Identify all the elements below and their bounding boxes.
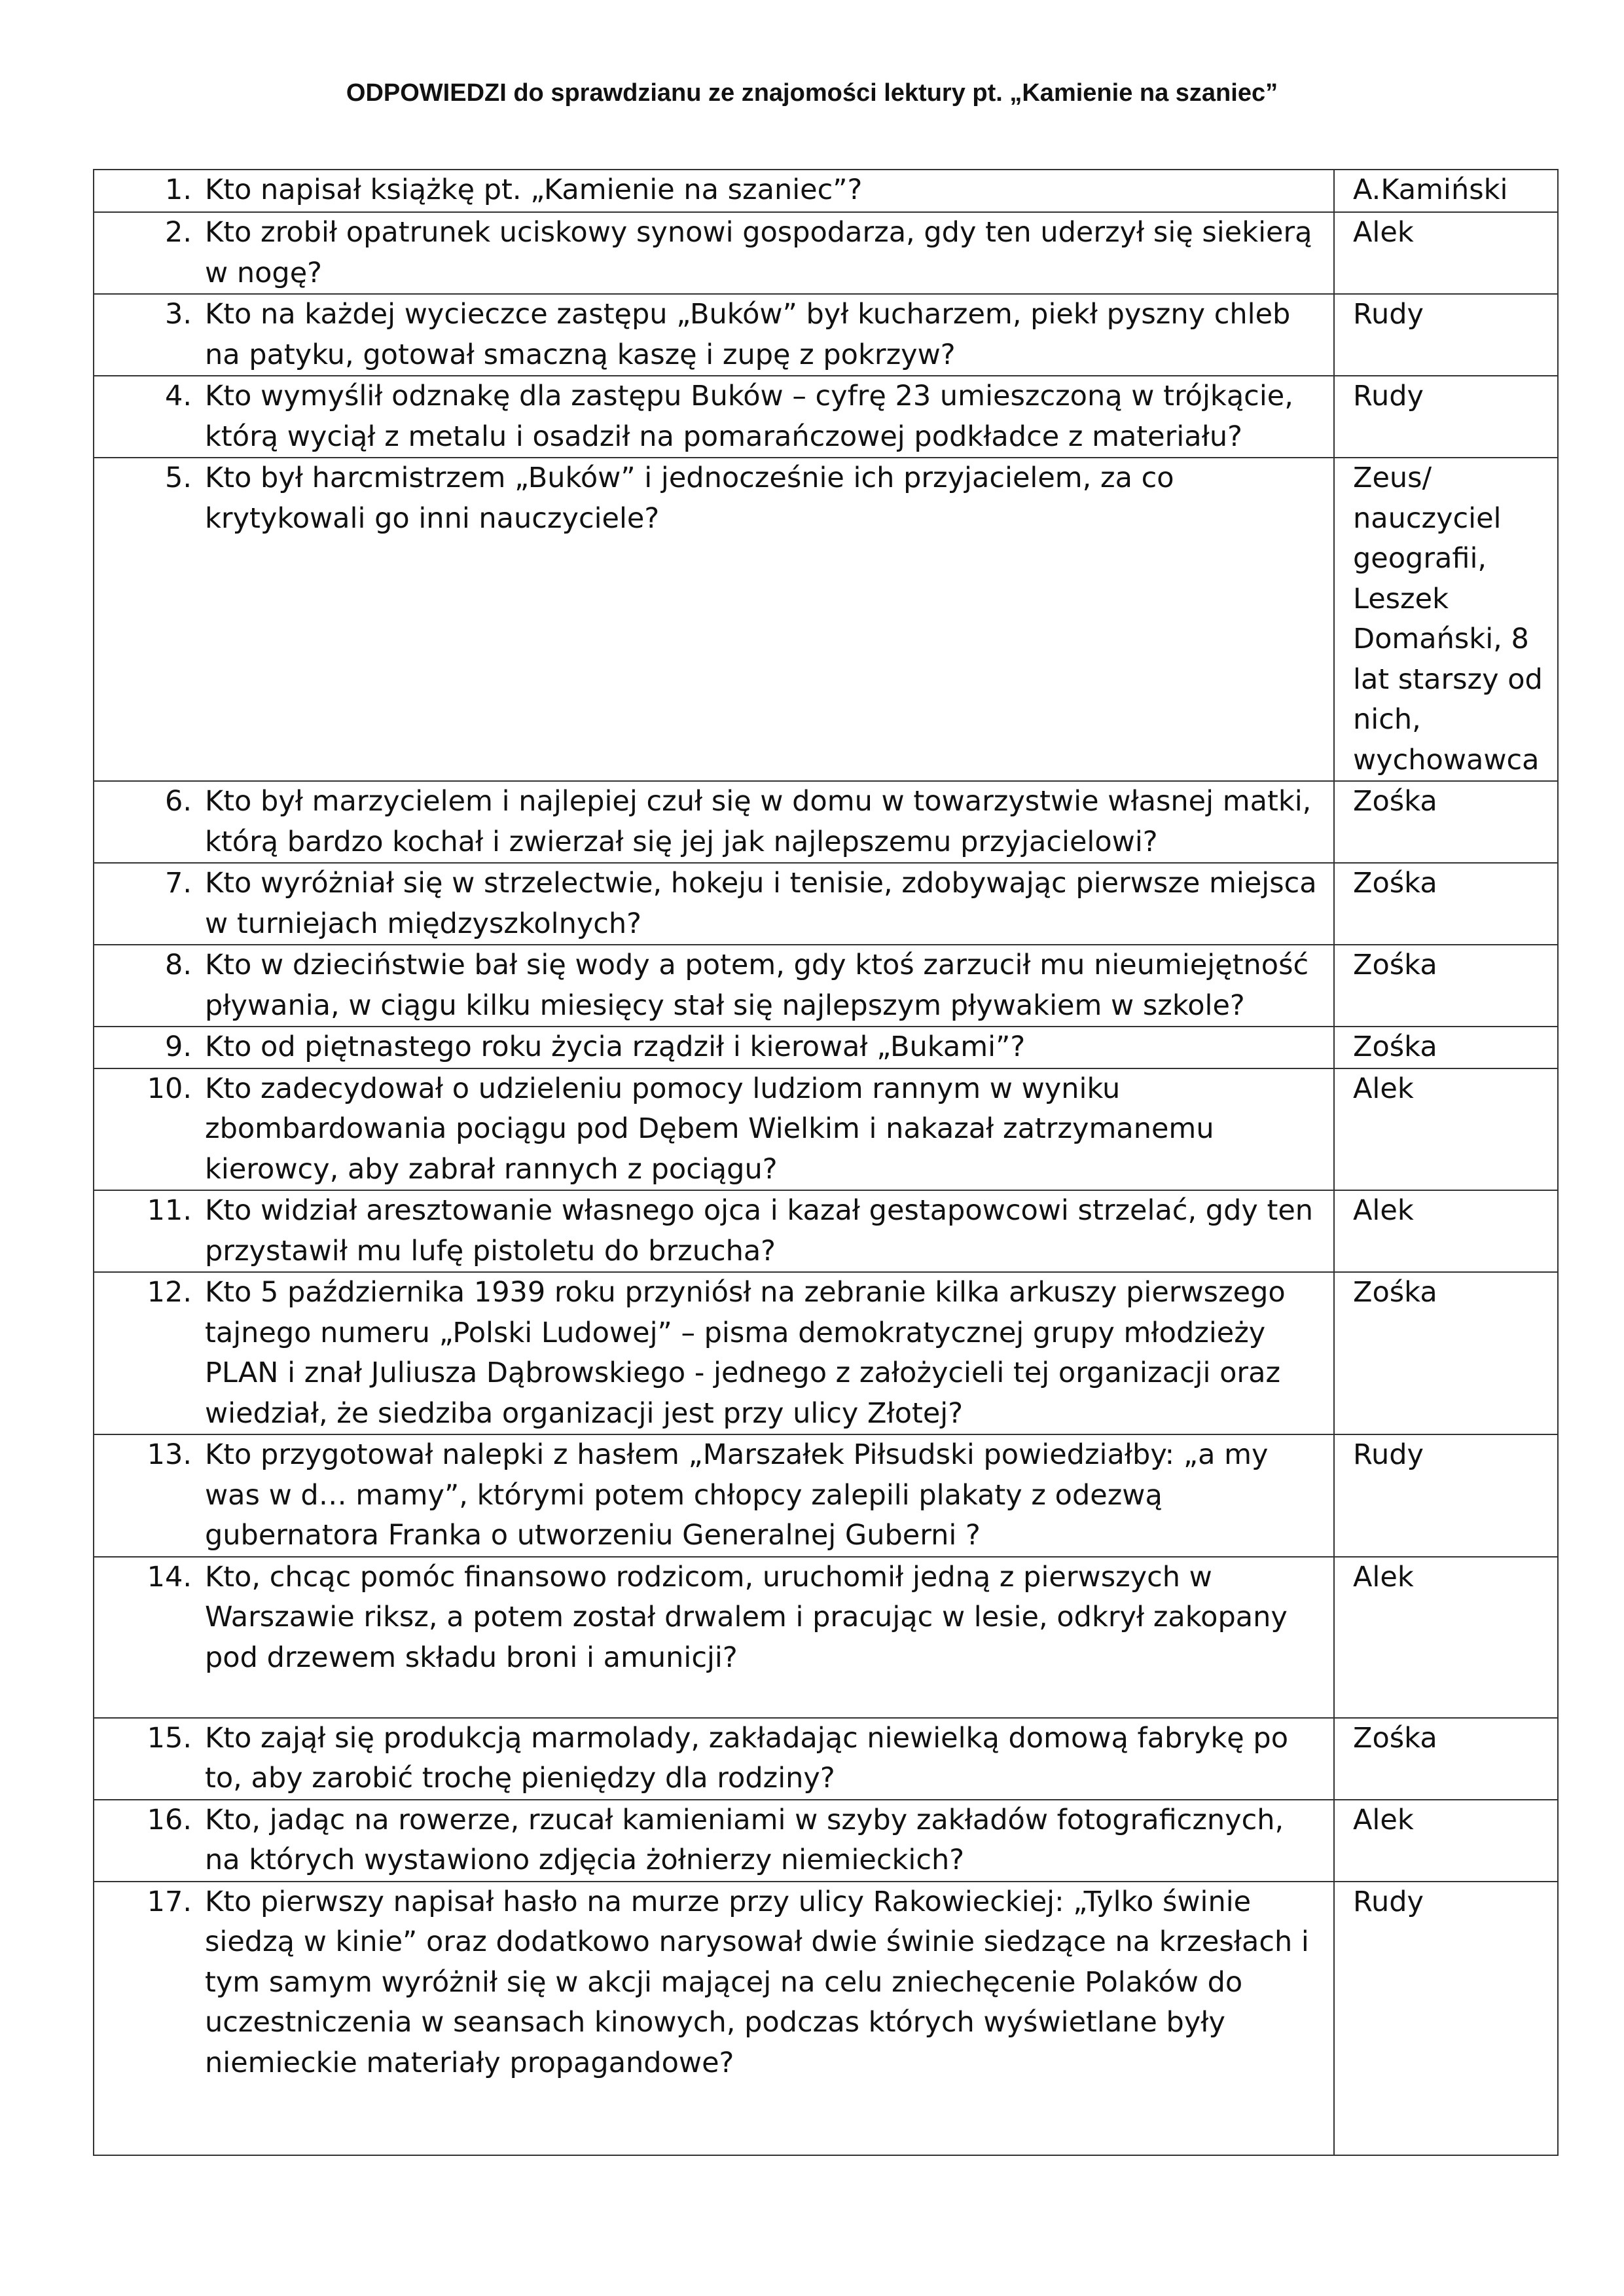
answer-cell: Alek — [1334, 1557, 1558, 1718]
question-number: 3. — [164, 298, 192, 331]
table-row — [94, 376, 1558, 458]
table-row — [94, 1882, 1558, 2155]
answer-cell: Alek — [1334, 1068, 1558, 1191]
answer-cell: Zośka — [1334, 781, 1558, 863]
question-text: Kto wyróżniał się w strzelectwie, hokeju i tenisie, zdobywając pierwsze miejsca w turniejach międzyszkolnych? — [205, 867, 1317, 940]
question-text: Kto, jadąc na rowerze, rzucał kamieniami w szyby zakładów fotograficznych, na których wystawiono zdjęcia żołnierzy niemieckich? — [205, 1803, 1284, 1876]
table-row — [94, 1190, 1558, 1272]
question-number: 17. — [147, 1885, 192, 1918]
answer-cell: Rudy — [1334, 376, 1558, 458]
question-cell — [94, 1434, 1334, 1557]
answer-cell: Zeus/ nauczyciel geografii, Leszek Domański, 8 lat starszy od nich, wychowawca — [1334, 458, 1558, 781]
question-text: Kto wymyślił odznakę dla zastępu Buków – cyfrę 23 umieszczoną w trójkącie, którą wyciął z metalu i osadził na pomarańczowej podkładce z materiału? — [205, 380, 1293, 453]
answer-cell: Zośka — [1334, 945, 1558, 1027]
question-cell — [94, 376, 1334, 458]
question-text: Kto napisał książkę pt. „Kamienie na szaniec”? — [205, 173, 863, 206]
question-number: 8. — [164, 949, 192, 981]
answer-cell: A.Kamiński — [1334, 170, 1558, 212]
table-row — [94, 1068, 1558, 1191]
question-text: Kto widział aresztowanie własnego ojca i kazał gestapowcowi strzelać, gdy ten przystawił mu lufę pistoletu do brzucha? — [205, 1194, 1314, 1267]
answer-cell: Zośka — [1334, 863, 1558, 945]
question-cell — [94, 781, 1334, 863]
answer-cell: Zośka — [1334, 1027, 1558, 1068]
table-row — [94, 945, 1558, 1027]
question-cell — [94, 294, 1334, 376]
question-text: Kto przygotował nalepki z hasłem „Marszałek Piłsudski powiedziałby: „a my was w d… mamy”, którymi potem chłopcy zalepili plakaty z odezwą gubernatora Franka o utworzeniu Generalnej Guberni ? — [205, 1438, 1269, 1552]
question-cell — [94, 1272, 1334, 1434]
question-number: 11. — [147, 1194, 192, 1227]
question-text: Kto zajął się produkcją marmolady, zakładając niewielką domową fabrykę po to, aby zarobić trochę pieniędzy dla rodziny? — [205, 1721, 1288, 1795]
question-cell — [94, 1800, 1334, 1882]
table-row — [94, 863, 1558, 945]
answer-cell: Rudy — [1334, 294, 1558, 376]
answer-cell: Alek — [1334, 1190, 1558, 1272]
question-number: 16. — [147, 1803, 192, 1836]
page-title: ODPOWIEDZI do sprawdzianu ze znajomości lektury pt. „Kamienie na szaniec” — [346, 79, 1278, 107]
answer-cell: Rudy — [1334, 1882, 1558, 2155]
question-number: 15. — [147, 1721, 192, 1755]
table-row — [94, 294, 1558, 376]
question-cell — [94, 458, 1334, 781]
question-number: 6. — [164, 785, 192, 818]
question-number: 5. — [164, 462, 192, 494]
answer-cell: Zośka — [1334, 1718, 1558, 1800]
question-number: 14. — [147, 1560, 192, 1594]
question-text: Kto pierwszy napisał hasło na murze przy ulicy Rakowieckiej: „Tylko świnie siedzą w kinie” oraz dodatkowo narysował dwie świnie siedzące na krzesłach i tym samym wyróżnił się w akcji mającej na celu zniechęcenie Polaków do uczestniczenia w seansach kinowych, podczas których wyświetlane były niemieckie materiały propagandowe? — [205, 1885, 1309, 2079]
question-cell — [94, 863, 1334, 945]
question-cell — [94, 1718, 1334, 1800]
answer-cell: Rudy — [1334, 1434, 1558, 1557]
question-text: Kto od piętnastego roku życia rządził i kierował „Bukami”? — [205, 1030, 1026, 1063]
question-cell — [94, 170, 1334, 212]
question-text: Kto 5 października 1939 roku przyniósł na zebranie kilka arkuszy pierwszego tajnego numeru „Polski Ludowej” – pisma demokratycznej grupy młodzieży PLAN i znał Juliusza Dąbrowskiego - jednego z założycieli tej organizacji oraz wiedział, że siedziba organizacji jest przy ulicy Złotej? — [205, 1276, 1286, 1430]
question-text: Kto był marzycielem i najlepiej czuł się w domu w towarzystwie własnej matki, którą bardzo kochał i zwierzał się jej jak najlepszemu przyjacielowi? — [205, 785, 1312, 858]
table-row — [94, 170, 1558, 212]
question-number: 2. — [164, 216, 192, 249]
question-number: 7. — [164, 867, 192, 900]
table-row — [94, 781, 1558, 863]
question-cell — [94, 945, 1334, 1027]
question-text: Kto zadecydował o udzieleniu pomocy ludziom rannym w wyniku zbombardowania pociągu pod Dębem Wielkim i nakazał zatrzymanemu kierowcy, aby zabrał rannych z pociągu? — [205, 1072, 1214, 1186]
question-cell — [94, 1557, 1334, 1718]
question-cell — [94, 1068, 1334, 1191]
question-text: Kto zrobił opatrunek uciskowy synowi gospodarza, gdy ten uderzył się siekierą w nogę? — [205, 216, 1312, 289]
question-number: 1. — [164, 173, 192, 206]
table-row — [94, 458, 1558, 781]
table-row — [94, 1027, 1558, 1068]
question-cell — [94, 1027, 1334, 1068]
table-row — [94, 1800, 1558, 1882]
question-text: Kto w dzieciństwie bał się wody a potem, gdy ktoś zarzucił mu nieumiejętność pływania, w ciągu kilku miesięcy stał się najlepszym pływakiem w szkole? — [205, 949, 1309, 1022]
answer-cell: Alek — [1334, 212, 1558, 294]
question-number: 12. — [147, 1276, 192, 1309]
table-row — [94, 212, 1558, 294]
question-number: 4. — [164, 380, 192, 412]
answers-table-body — [94, 170, 1558, 2155]
answer-cell: Alek — [1334, 1800, 1558, 1882]
question-cell — [94, 212, 1334, 294]
table-row — [94, 1557, 1558, 1718]
table-row — [94, 1718, 1558, 1800]
table-row — [94, 1434, 1558, 1557]
answer-cell: Zośka — [1334, 1272, 1558, 1434]
question-number: 10. — [147, 1072, 192, 1105]
question-cell — [94, 1190, 1334, 1272]
table-row — [94, 1272, 1558, 1434]
question-cell — [94, 1882, 1334, 2155]
question-number: 9. — [164, 1030, 192, 1063]
question-text: Kto był harcmistrzem „Buków” i jednocześnie ich przyjacielem, za co krytykowali go inni nauczyciele? — [205, 462, 1174, 535]
question-text: Kto na każdej wycieczce zastępu „Buków” był kucharzem, piekł pyszny chleb na patyku, gotował smaczną kaszę i zupę z pokrzyw? — [205, 298, 1291, 371]
question-text: Kto, chcąc pomóc finansowo rodzicom, uruchomił jedną z pierwszych w Warszawie riksz, a potem został drwalem i pracując w lesie, odkrył zakopany pod drzewem składu broni i amunicji? — [205, 1560, 1288, 1674]
answers-table — [93, 169, 1559, 2156]
question-number: 13. — [147, 1438, 192, 1471]
